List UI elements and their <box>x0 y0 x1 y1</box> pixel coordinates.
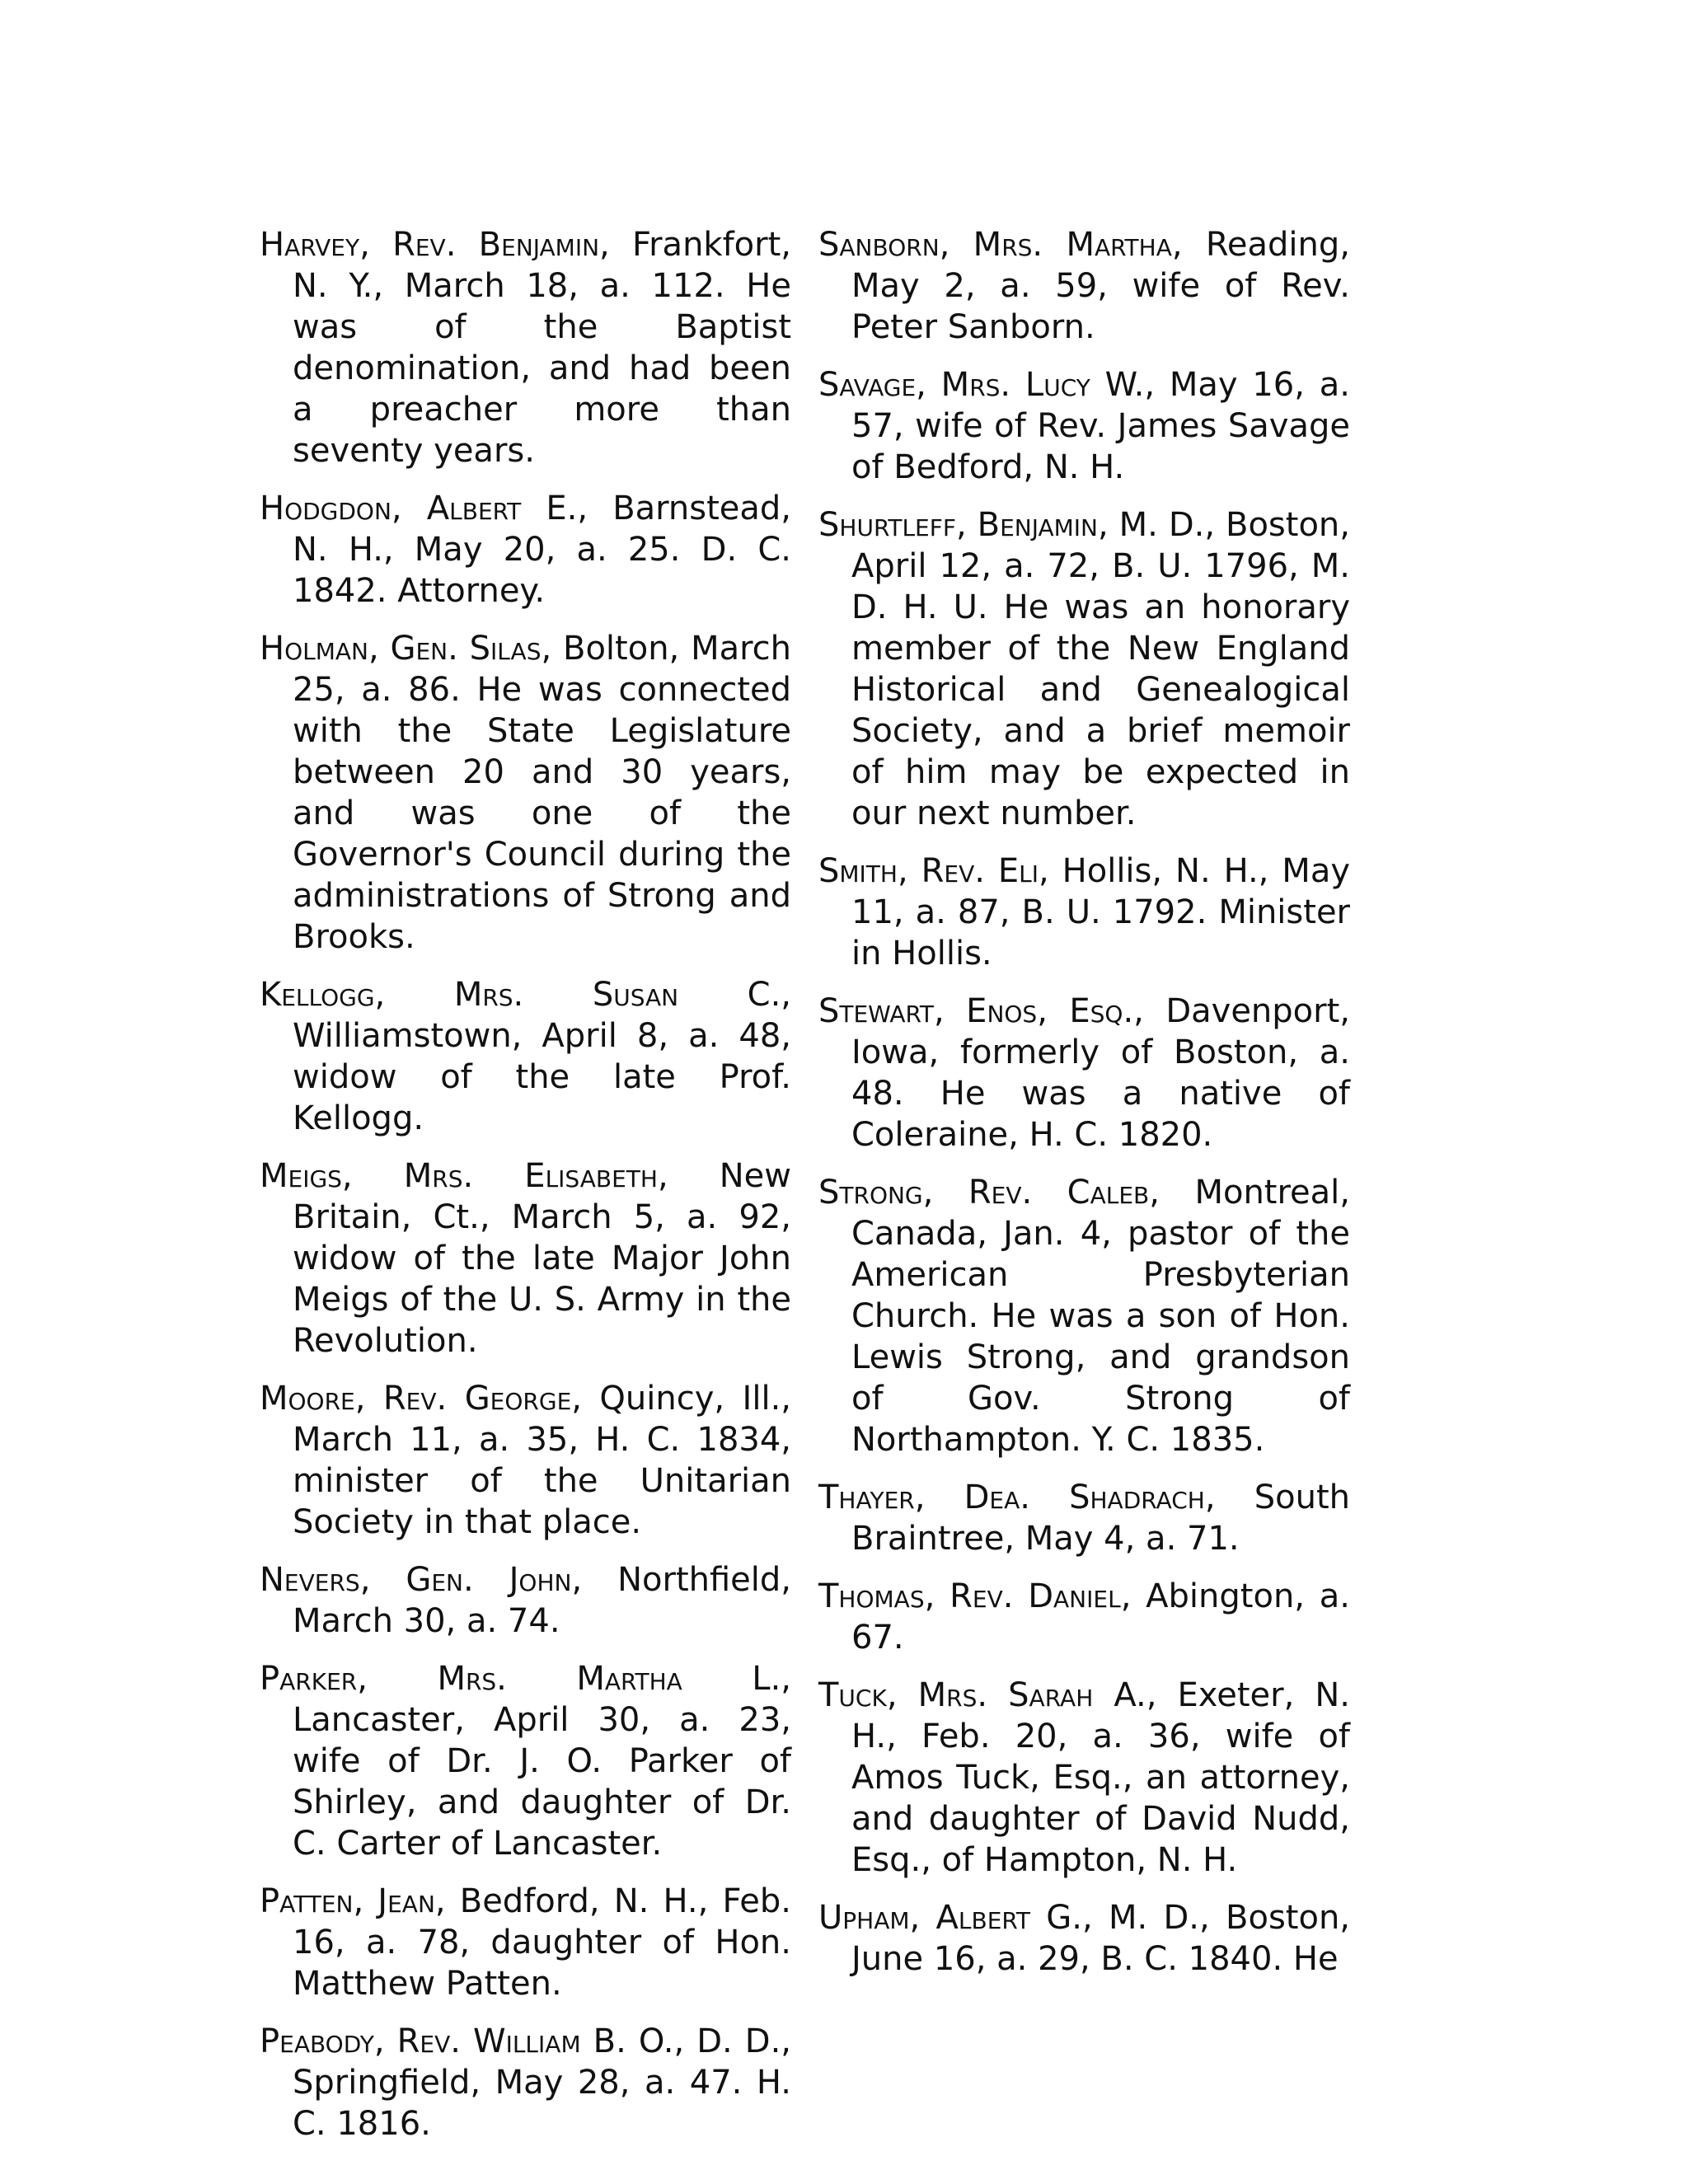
entry-text: , Bolton, March 25, a. 86. He was connected with the State Legislature between 20 and 30 years, and was one of the Governor's Council during the administrations of Strong and Brooks. <box>293 630 791 956</box>
entry-text: , Hollis, N. H., May 11, a. 87, B. U. 1792. Minister in Hollis. <box>851 852 1351 972</box>
entry-name: Nevers, Gen. John <box>260 1561 572 1599</box>
entry-name: Thayer, Dea. Shadrach <box>818 1479 1205 1516</box>
entry-text: , Davenport, Iowa, formerly of Boston, a. 48. He was a native of Coleraine, H. C. 1820. <box>851 992 1350 1154</box>
obituary-entry <box>818 1675 1350 1881</box>
entry-name: Upham, Albert <box>818 1899 1030 1937</box>
entry-name: Parker, Mrs. Martha <box>260 1660 682 1698</box>
entry-text: , Bedford, N. H., Feb. 16, a. 78, daughter of Hon. Matthew Patten. <box>293 1882 791 2003</box>
entry-name: Stewart, Enos, Esq. <box>818 992 1134 1030</box>
entry-text: , Reading, May 2, a. 59, wife of Rev. Peter Sanborn. <box>851 226 1350 346</box>
entry-name: Hodgdon, Albert <box>260 490 522 527</box>
entry-text: L., Lancaster, April 30, a. 23, wife of Dr. J. O. Parker of Shirley, and daughter of Dr. C. Carter of Lancaster. <box>293 1660 792 1863</box>
left-column <box>260 224 792 2143</box>
obituary-entry <box>818 991 1350 1155</box>
obituary-entry <box>818 851 1350 974</box>
entry-text: W., May 16, a. 57, wife of Rev. James Savage of Bedford, N. H. <box>851 366 1350 486</box>
entry-text: A., Exeter, N. H., Feb. 20, a. 36, wife of Amos Tuck, Esq., an attorney, and daughter of David Nudd, Esq., of Hampton, N. H. <box>851 1676 1350 1879</box>
entry-name: Harvey, Rev. Benjamin <box>260 226 600 264</box>
entry-text: , Abington, a. 67. <box>851 1577 1351 1657</box>
obituary-entry <box>260 1881 791 2004</box>
entry-name: Moore, Rev. George <box>260 1380 572 1418</box>
entry-name: Strong, Rev. Caleb <box>818 1174 1150 1212</box>
obituary-entry <box>260 1378 791 1543</box>
obituary-entry <box>818 1897 1350 1980</box>
entry-name: Smith, Rev. Eli <box>818 852 1039 890</box>
entry-text: , M. D., Boston, April 12, a. 72, B. U. 1796, M. D. H. U. He was an honorary member of the New England Historical and Genealogical Society, and a brief memoir of him may be expected in our next number. <box>851 506 1350 832</box>
obituary-entry <box>260 1559 791 1642</box>
obituary-entry <box>260 224 791 471</box>
entry-text: , Quincy, Ill., March 11, a. 35, H. C. 1834, minister of the Unitarian Society in that place. <box>293 1380 791 1541</box>
entry-name: Thomas, Rev. Daniel <box>818 1577 1121 1615</box>
entry-text: E., Barnstead, N. H., May 20, a. 25. D. C. 1842. Attorney. <box>293 490 792 610</box>
obituary-entry <box>818 504 1350 834</box>
entry-name: Sanborn, Mrs. Martha <box>818 226 1172 264</box>
obituary-entry <box>260 488 791 612</box>
entry-text: , Montreal, Canada, Jan. 4, pastor of the American Presbyterian Church. He was a son of Hon. Lewis Strong, and grandson of Gov. Strong of Northampton. Y. C. 1835. <box>851 1174 1351 1459</box>
right-column <box>818 224 1351 1978</box>
entry-name: Peabody, Rev. William <box>260 2022 581 2060</box>
entry-name: Patten, Jean <box>260 1882 435 1920</box>
entry-text: , Frankfort, N. Y., March 18, a. 112. He was of the Baptist denomination, and had been a preacher more than seventy years. <box>293 226 791 470</box>
entry-name: Tuck, Mrs. Sarah <box>818 1676 1094 1714</box>
entry-text: G., M. D., Boston, June 16, a. 29, B. C. 1840. He <box>851 1899 1351 1978</box>
obituary-entry <box>260 2021 791 2144</box>
obituary-entry <box>260 1155 791 1361</box>
entry-name: Meigs, Mrs. Elisabeth <box>260 1157 658 1195</box>
obituary-entry <box>818 364 1350 488</box>
entry-name: Kellogg, Mrs. Susan <box>260 976 679 1014</box>
obituary-entry <box>260 974 791 1139</box>
entry-name: Shurtleff, Benjamin <box>818 506 1098 544</box>
obituary-entry <box>818 224 1350 348</box>
entry-name: Holman, Gen. Silas <box>260 630 542 668</box>
obituary-entry <box>260 628 791 958</box>
entry-text: , Northfield, March 30, a. 74. <box>293 1561 791 1640</box>
entry-text: , South Braintree, May 4, a. 71. <box>851 1479 1350 1558</box>
entry-name: Savage, Mrs. Lucy <box>818 366 1090 404</box>
entry-text: , New Britain, Ct., March 5, a. 92, widow of the late Major John Meigs of the U. S. Army in the Revolution. <box>293 1157 791 1360</box>
obituary-entry <box>818 1576 1350 1658</box>
obituary-entry <box>818 1172 1350 1460</box>
obituary-entry <box>260 1658 791 1864</box>
entry-text: B. O., D. D., Springfield, May 28, a. 47. H. C. 1816. <box>293 2022 791 2143</box>
obituary-entry <box>818 1477 1350 1559</box>
entry-text: C., Williamstown, April 8, a. 48, widow of the late Prof. Kellogg. <box>293 976 791 1137</box>
